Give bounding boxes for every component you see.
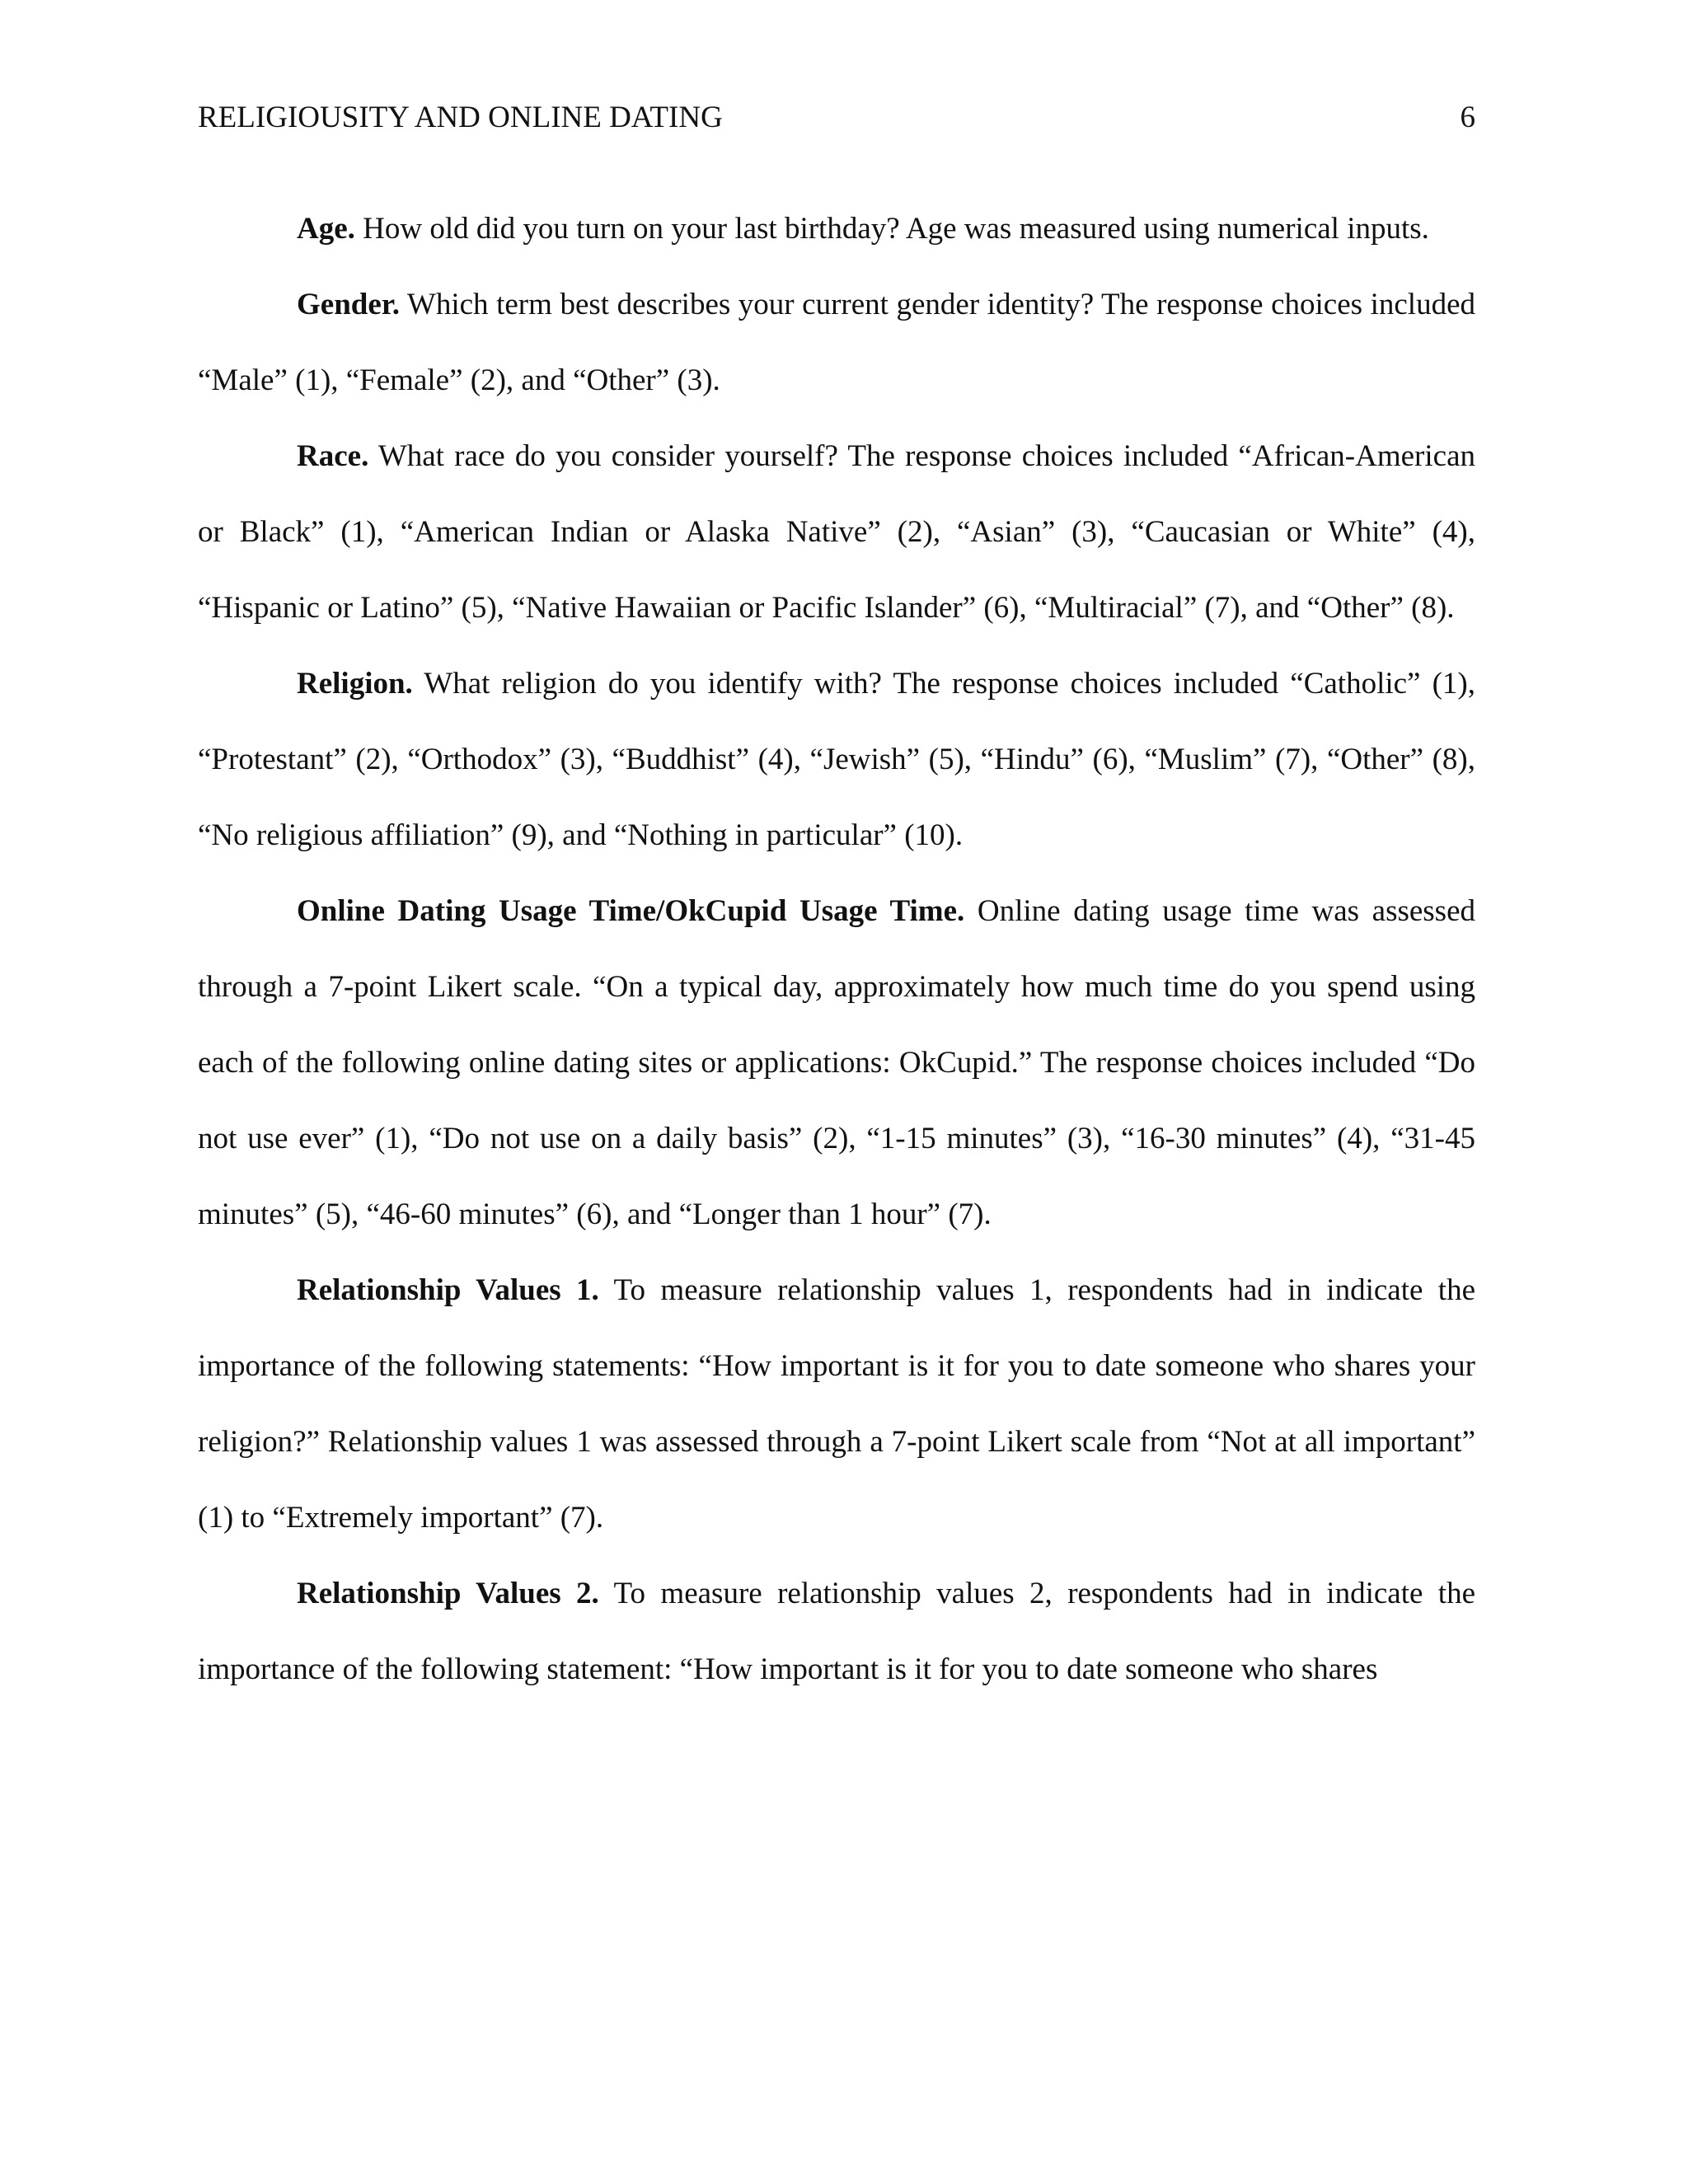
paragraph-text: How old did you turn on your last birthday? Age was measured using numerical inputs. bbox=[354, 212, 1429, 246]
paragraph-text: To measure relationship values 2, respondents had in indicate the importance of the following statement: “How important is it for you to date someone who shares bbox=[198, 1577, 1475, 1686]
paragraph-text: Which term best describes your current gender identity? The response choices included “Male” (1), “Female” (2), and “Other” (3). bbox=[198, 288, 1475, 397]
paragraph-heading: Race. bbox=[297, 439, 369, 473]
paragraph-heading: Religion. bbox=[297, 667, 413, 701]
paragraph-heading: Online Dating Usage Time/OkCupid Usage Time. bbox=[297, 894, 965, 928]
body-text bbox=[198, 191, 1475, 1708]
paragraph-text: What religion do you identify with? The response choices included “Catholic” (1), “Protestant” (2), “Orthodox” (3), “Buddhist” (4), “Jewish” (5), “Hindu” (6), “Muslim” (7), “Other” (8), “No religious affiliation” (9), and “Nothing in particular” (10). bbox=[198, 667, 1475, 852]
paragraph-usage-time bbox=[198, 874, 1475, 1253]
running-head bbox=[198, 97, 1475, 138]
running-head-title: RELIGIOUSITY AND ONLINE DATING bbox=[198, 101, 723, 134]
paragraph-text: To measure relationship values 1, respondents had in indicate the importance of the following statements: “How important is it for you to date someone who shares your religion?” Relationship values 1 was assessed through a 7-point Likert scale from “Not at all important” (1) to “Extremely important” (7). bbox=[198, 1273, 1475, 1535]
paragraph-text: Online dating usage time was assessed through a 7-point Likert scale. “On a typical day, approximately how much time do you spend using each of the following online dating sites or applications: OkCupid.” The response choices included “Do not use ever” (1), “Do not use on a daily basis” (2), “1-15 minutes” (3), “16-30 minutes” (4), “31-45 minutes” (5), “46-60 minutes” (6), and “Longer than 1 hour” (7). bbox=[198, 894, 1476, 1231]
paragraph-heading: Gender. bbox=[297, 288, 401, 321]
paragraph-heading: Age. bbox=[297, 212, 355, 246]
paragraph-race bbox=[198, 419, 1475, 646]
paragraph-religion bbox=[198, 646, 1475, 874]
paragraph-relationship-values-2 bbox=[198, 1556, 1475, 1708]
paragraph-relationship-values-1 bbox=[198, 1253, 1475, 1556]
page-number: 6 bbox=[1460, 101, 1475, 134]
paragraph-gender bbox=[198, 267, 1475, 419]
paragraph-text: What race do you consider yourself? The response choices included “African-American or Black” (1), “American Indian or Alaska Native” (2), “Asian” (3), “Caucasian or White” (4), “Hispanic or Latino” (5), “Native Hawaiian or Pacific Islander” (6), “Multiracial” (7), and “Other” (8). bbox=[198, 439, 1475, 625]
paragraph-heading: Relationship Values 2. bbox=[297, 1577, 599, 1610]
paragraph-heading: Relationship Values 1. bbox=[297, 1273, 599, 1307]
paragraph-age bbox=[198, 191, 1475, 267]
